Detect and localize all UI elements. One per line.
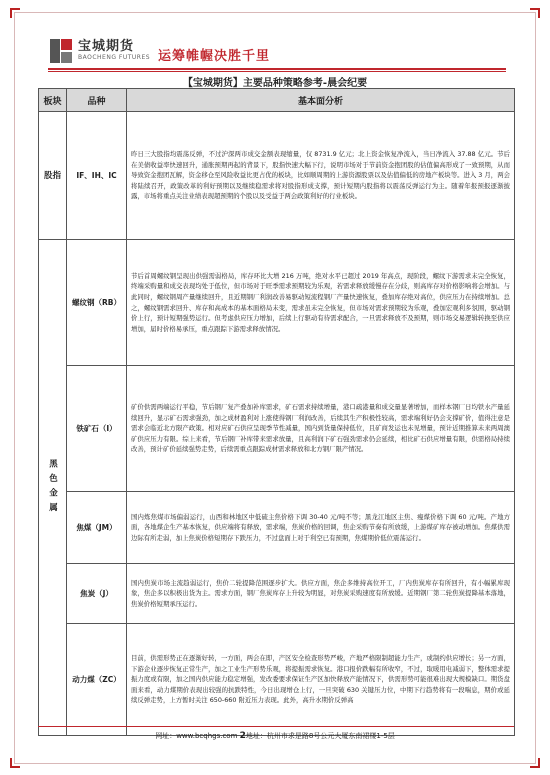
sector-cell: 股指	[39, 112, 67, 240]
address-label: 地址：	[245, 732, 267, 740]
website-link[interactable]: www.bcqhgs.com	[176, 732, 238, 740]
column-header-sector: 板块	[39, 89, 67, 112]
table-row	[39, 564, 515, 624]
table-row	[39, 624, 515, 736]
product-cell: 螺纹钢（RB）	[67, 240, 127, 366]
header-divider-thin	[48, 71, 506, 72]
address-text: 杭州市求是路8号公元大厦东南裙楼1-5层	[266, 732, 395, 740]
column-header-product: 品种	[67, 89, 127, 112]
analysis-cell: 目前，供需形势正在逐渐好转，一方面，两会在即，产区安全检查形势严峻，产地严格限制超能力生产，或制约供应增长；另一方面，下游企业逐步恢复正常生产，加之工业生产形势乐观，将提振需求恢复。港口报价跌幅有所收窄，不过，取暖用电减弱下，整体需求提振力度或有限，加之国内供应能力稳定增强，发改委要求保证生产区加快释放产能情况下，供需形势可能很难出现大规模缺口。期货盘面来看，动力煤期价表现出较强的抗跌特性，今日出现增仓上行，一旦突破 630 关键压力位，中期下行趋势将有一段喘息，期价或延续反弹走势，上方暂时关注 650-660 附近压力表现。此外，高升水期价反弹高	[127, 624, 515, 736]
brand-name-en: BAOCHENG FUTURES	[78, 54, 151, 61]
product-cell: 焦煤（JM）	[67, 492, 127, 564]
table-row	[39, 240, 515, 366]
column-header-analysis: 基本面分析	[127, 89, 515, 112]
website-label: 网址：	[155, 732, 177, 740]
analysis-cell: 国内焦炭市场主流趋弱运行，焦价二轮提降范围逐步扩大。供应方面，焦企多维持高位开工，厂内焦炭库存有所回升，有小幅累库现象，焦企多以积极出货为主。需求方面，钢厂焦炭库存上升较为明显，对焦炭采购速度有所放缓。近期钢厂第二轮焦炭提降基本落地，焦炭价格短期承压运行。	[127, 564, 515, 624]
analysis-cell: 矿价供需两端运行平稳，节后钢厂复产叠加补库需求，矿石需求持续增量，港口疏港量和成交量显著增加，而样本钢厂日均铁水产量延续回升，显示矿石需求强劲，加之成材盈利对上涨使得钢厂利润改善，后续其生产积极性较高，需求端利好仍会支撑矿价，值得注意是需求会临近北方限产政策。相对应矿石供应呈现季节性减量，国内到货量保持低位，且矿商发运也未见增量，预计近期推算未来两周澳矿供应压力有限。综上来看，节后钢厂补库带来需求放量，且高利润下矿石强劲需求仍会延续，相比矿石供应增量有限，供需格局持续改善，预计矿价延续强势走势，后续需重点跟踪成材需求释放和北方钢厂限产情况。	[127, 366, 515, 492]
page-footer	[0, 731, 550, 741]
table-row	[39, 366, 515, 492]
strategy-table	[38, 88, 515, 736]
document-title: 【宝城期货】主要品种策略参考-晨会纪要	[182, 78, 368, 89]
product-cell: 铁矿石（I）	[67, 366, 127, 492]
header-divider	[48, 68, 506, 70]
product-cell: 焦炭（J）	[67, 564, 127, 624]
brand-name	[78, 40, 150, 62]
brand-slogan: 运筹帷幄决胜千里	[158, 48, 271, 64]
page-header	[48, 34, 270, 68]
page-number: 2	[239, 731, 246, 741]
brand-name-cn: 宝城期货	[78, 39, 135, 54]
product-cell: IF、IH、IC	[67, 112, 127, 240]
table-row	[39, 492, 515, 564]
sector-cell: 黑色金属	[39, 240, 67, 736]
analysis-cell: 昨日三大股指均震荡反弹，不过沪深两市成交金额表现缩量，仅 8731.9 亿元；北上资金恢复净流入，当日净流入 37.88 亿元。节后在美债收益率快速回升，通胀预期再起的背景下，股指快速大幅下行，说明市场对于节前资金抱团股的估值偏高形成了一致预期，从而导致资金抱团瓦解，资金移仓至风险收益比更占优的板块，比如顺周期的上游资源股票以及估值偏低的房地产板块等。进入 3 月，两会将陆续召开，政策改革的利好预期以及继续稳需求将对股指形成支撑，预计短期内股指将以震荡反弹运行为主。随着年报预报逐渐披露，市场将重点关注业绩表现超预期的个股以及受益于两会政策利好的行业板块。	[127, 112, 515, 240]
table-header-row	[39, 89, 515, 112]
footer-divider	[38, 726, 514, 727]
brand-logo-icon	[48, 37, 74, 65]
analysis-cell: 节后首周螺纹钢呈现出供强需弱格局，库存环比大增 216 万吨，绝对水平已超过 2019 年高点，现阶段，螺纹下游需求未完全恢复，终端采购量和成交表现均处于低位，但市场对于旺季需求预期较为乐观，若需求释放缓慢存在分歧，则高库存对价格影响将会增加。与此同时，螺纹钢周产量继续回升，且近期钢厂利润改善易驱动短流程钢厂产量快速恢复，叠加库存绝对高位，供应压力在持续增加。总之，螺纹钢需求回升、库存和高成本的基本面格局未变，需求虽未完全恢复，但市场对需求预期较为乐观，叠加宏观利多氛围，驱动钢价上行，预计短期强势运行。但考虑供应压力增加，后续上行驱动有待需求配合，一旦需求释放不及预期，则市场交易逻辑转换至供应增加，届时价格易承压，重点跟踪下游需求释放情况。	[127, 240, 515, 366]
table-row	[39, 112, 515, 240]
product-cell: 动力煤（ZC）	[67, 624, 127, 736]
analysis-cell: 国内炼焦煤市场偏弱运行，山西和林地区中低硫主焦价格下调 30-40 元/吨不等；黑龙江地区主焦、瘦煤价格下调 60 元/吨。产地方面，各地煤企生产基本恢复，供应端将有释放，需求端，焦炭价格的回调，焦企采购节奏有所放缓，上游煤矿库存被动增加。焦煤供需边际有所走弱，加上焦炭价格短期存下跌压力，不过盘面上对于利空已有预期，焦煤期价低位震荡运行。	[127, 492, 515, 564]
